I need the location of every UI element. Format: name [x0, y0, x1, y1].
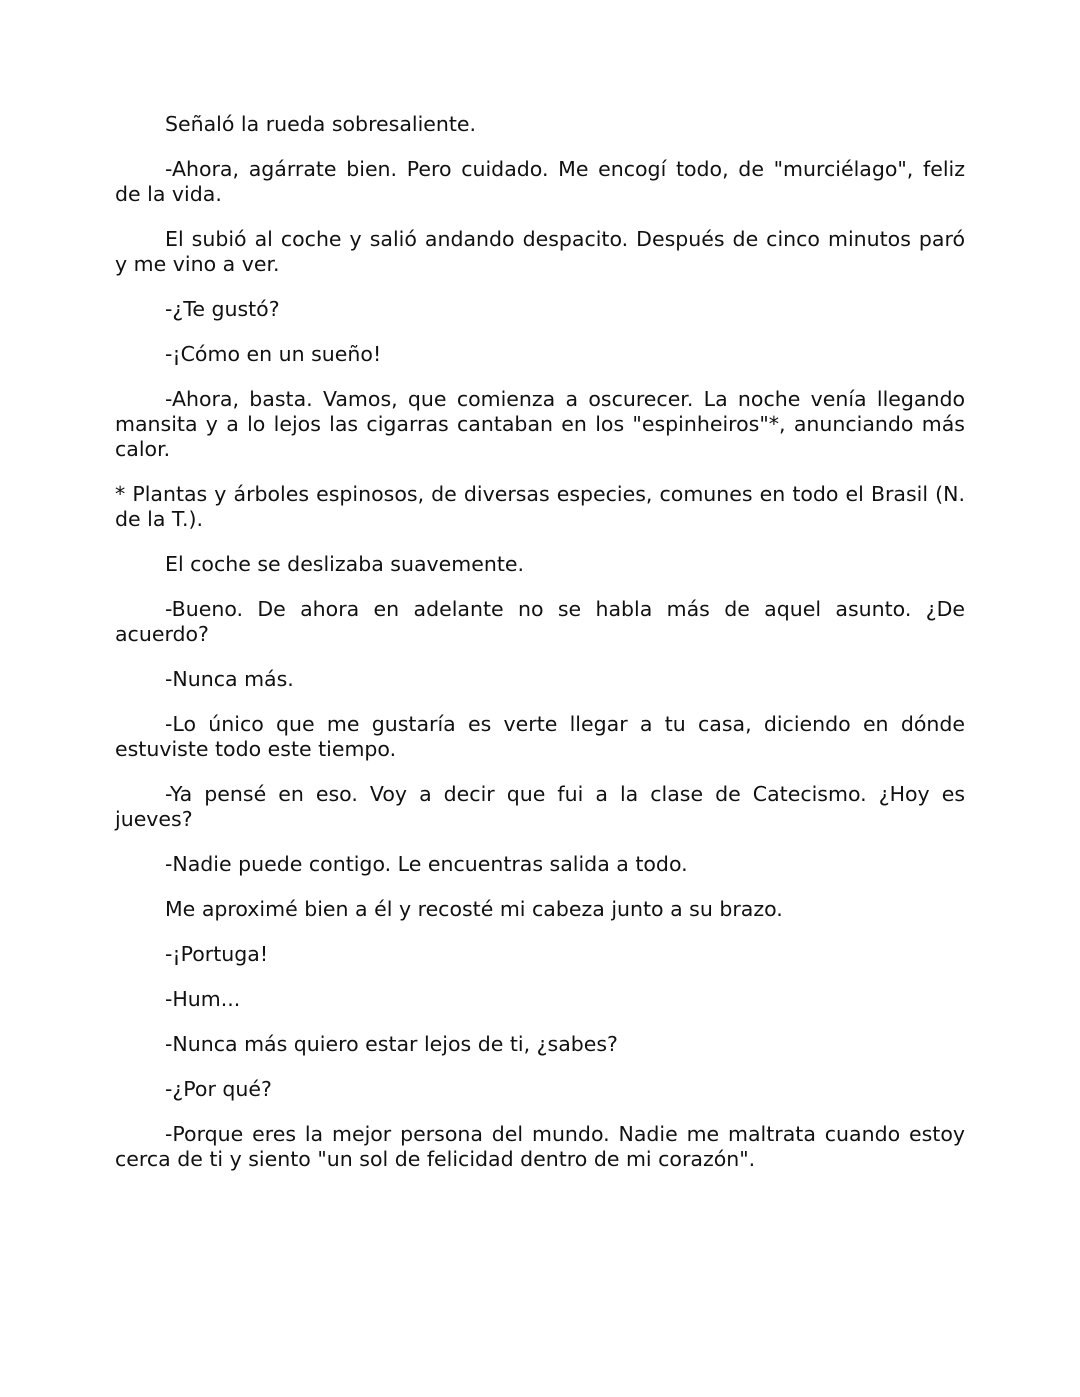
paragraph: El coche se deslizaba suavemente. — [165, 552, 525, 576]
paragraph: -Ahora, basta. Vamos, que comienza a oscurecer. La noche venía llegando mansita y a lo lejos las cigarras cantaban en los "espinheiros"*, anunciando más calor. — [115, 387, 965, 461]
paragraph: -¡Cómo en un sueño! — [165, 342, 382, 366]
paragraph: -Porque eres la mejor persona del mundo. Nadie me maltrata cuando estoy cerca de ti y siento "un sol de felicidad dentro de mi corazón". — [115, 1122, 965, 1171]
paragraph: Me aproximé bien a él y recosté mi cabeza junto a su brazo. — [165, 897, 783, 921]
paragraph: -Nunca más. — [165, 667, 294, 691]
paragraph: -Hum... — [165, 987, 241, 1011]
paragraph: Señaló la rueda sobresaliente. — [165, 112, 477, 136]
paragraph: -Bueno. De ahora en adelante no se habla más de aquel asunto. ¿De acuerdo? — [115, 597, 965, 646]
paragraph: -¿Por qué? — [165, 1077, 272, 1101]
footnote: * Plantas y árboles espinosos, de diversas especies, comunes en todo el Brasil (N. de la T.). — [115, 482, 965, 531]
paragraph: -Nadie puede contigo. Le encuentras salida a todo. — [165, 852, 688, 876]
paragraph: -Ya pensé en eso. Voy a decir que fui a la clase de Catecismo. ¿Hoy es jueves? — [115, 782, 965, 831]
paragraph: -Nunca más quiero estar lejos de ti, ¿sabes? — [165, 1032, 618, 1056]
paragraph: -Lo único que me gustaría es verte llegar a tu casa, diciendo en dónde estuviste todo este tiempo. — [115, 712, 965, 761]
paragraph: -¿Te gustó? — [165, 297, 280, 321]
document-page — [115, 112, 965, 1192]
paragraph: -Ahora, agárrate bien. Pero cuidado. Me encogí todo, de "murciélago", feliz de la vida. — [115, 157, 965, 206]
paragraph: -¡Portuga! — [165, 942, 269, 966]
paragraph: El subió al coche y salió andando despacito. Después de cinco minutos paró y me vino a ver. — [115, 227, 965, 276]
